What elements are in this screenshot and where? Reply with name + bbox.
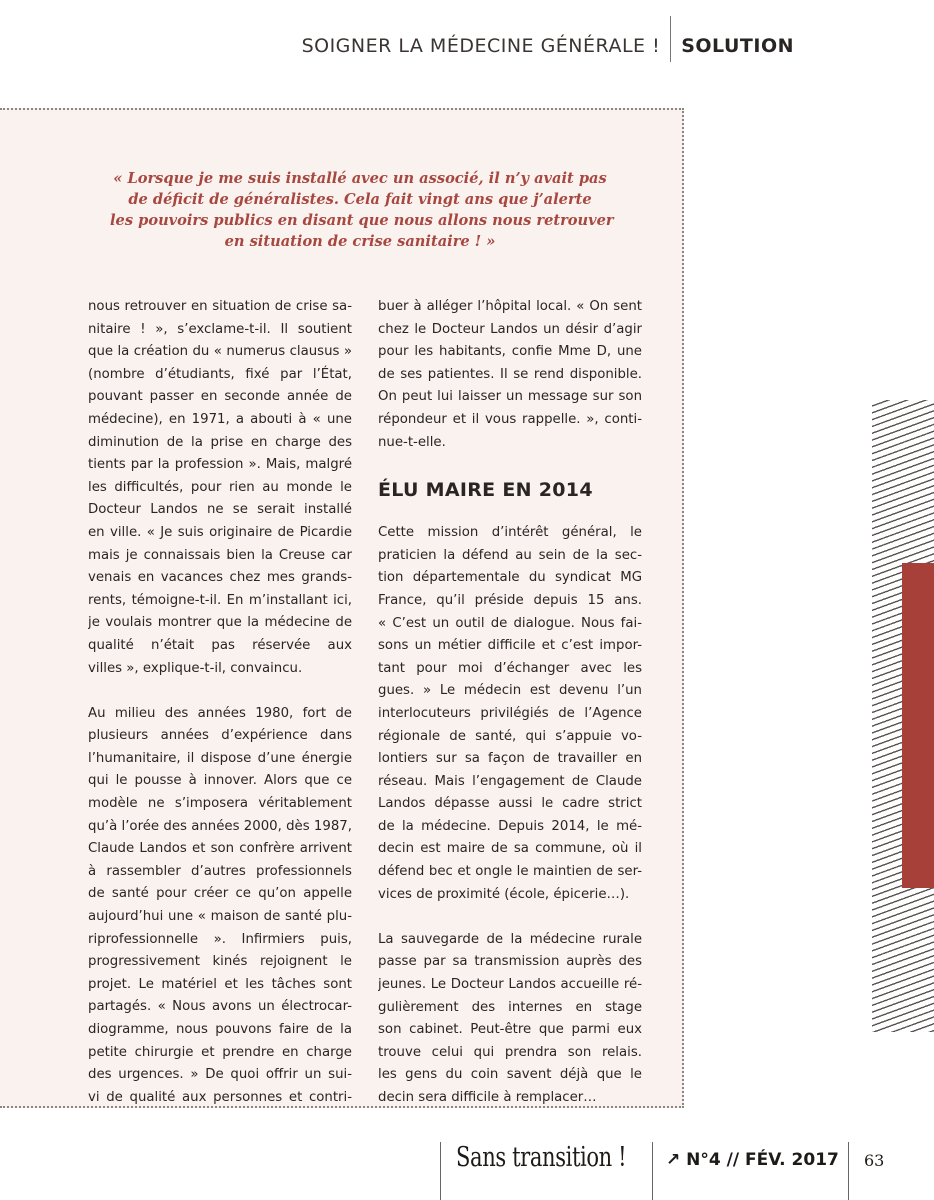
text-line: mais je connaissais bien la Creuse car <box>88 547 352 563</box>
text-line: « C’est un outil de dialogue. Nous fai- <box>378 615 642 631</box>
left-column <box>88 296 352 1109</box>
text-line: pour les habitants, confie Mme D, une <box>378 344 642 360</box>
text-line: aujourd’hui une « maison de santé plu- <box>88 909 352 925</box>
text-line: vices de proximité (école, épicerie…). <box>378 886 630 902</box>
text-line: decin est maire de sa commune, où il <box>378 841 642 857</box>
text-line: régionale de santé, qui s’appuie vo- <box>378 728 642 744</box>
text-line: défend bec et ongle le maintien de ser- <box>378 864 642 880</box>
footer-divider <box>848 1142 849 1200</box>
text-line: gues. » Le médecin est devenu l’un <box>378 683 642 699</box>
paragraph <box>88 703 352 1110</box>
text-line: nous retrouver en situation de crise sa- <box>88 299 352 314</box>
text-line: progressivement kinés rejoignent le <box>88 954 352 970</box>
paragraph <box>378 296 642 454</box>
text-line: Docteur Landos ne se serait installé <box>88 502 352 518</box>
text-line: France, qu’il préside depuis 15 ans. <box>378 592 642 608</box>
paragraph-gap <box>88 680 352 703</box>
issue-info <box>666 1150 839 1170</box>
header-section-label: SOLUTION <box>681 35 794 57</box>
magazine-logo: Sans transition ! <box>456 1142 627 1173</box>
text-line: de santé pour créer ce qu’on appelle <box>88 886 352 902</box>
text-line: lontiers sur sa façon de travailler en <box>378 751 642 767</box>
text-line: Landos dépasse aussi le cadre strict <box>378 796 642 812</box>
text-line: réseau. Mais l’engagement de Claude <box>378 773 642 789</box>
text-line: praticien la défend au sein de la sec- <box>378 547 642 563</box>
text-line: riprofessionnelle ». Infirmiers puis, <box>88 931 352 947</box>
text-line: rents, témoigne-t-il. En m’installant ici, <box>88 592 352 608</box>
text-line: jeunes. Le Docteur Landos accueille ré- <box>378 977 642 993</box>
text-line: Au milieu des années 1980, fort de <box>88 705 352 721</box>
text-line: partagés. « Nous avons un électrocar- <box>88 999 352 1015</box>
text-line: Claude Landos et son confrère arrivent <box>88 841 352 857</box>
article-panel <box>0 108 684 1108</box>
page-number: 63 <box>864 1151 885 1170</box>
text-line: buer à alléger l’hôpital local. « On sent <box>378 299 642 314</box>
footer-divider <box>652 1142 653 1200</box>
text-line: son cabinet. Peut-être que parmi eux <box>378 1022 642 1038</box>
text-line: nitaire ! », s’exclame-t-il. Il soutient <box>88 321 352 337</box>
paragraph-gap <box>378 906 642 929</box>
text-line: les gens du coin savent déjà que le <box>378 1067 642 1083</box>
text-line: que la création du « numerus clausus » <box>88 344 352 360</box>
text-line: projet. Le matériel et les tâches sont <box>88 976 352 992</box>
text-line: qu’à l’orée des années 2000, dès 1987, <box>88 818 352 834</box>
text-line: chez le Docteur Landos un désir d’agir <box>378 321 642 337</box>
text-line: de la médecine. Depuis 2014, le mé- <box>378 818 642 834</box>
text-line: venais en vacances chez mes grands- <box>88 570 352 586</box>
text-line: sons un métier difficile et c’est impor- <box>378 638 642 654</box>
paragraph <box>378 522 642 906</box>
text-line: médecine), en 1971, a abouti à « une <box>88 411 352 427</box>
text-line: tients par la profession ». Mais, malgré <box>88 457 352 473</box>
text-line: vi de qualité aux personnes et contri- <box>88 1089 352 1105</box>
footer-divider <box>440 1142 441 1200</box>
paragraph <box>88 296 352 680</box>
text-line: decin sera difficile à remplacer… <box>378 1090 597 1105</box>
text-line: (nombre d’étudiants, fixé par l’État, <box>88 366 352 382</box>
text-line: des urgences. » De quoi offrir un sui- <box>88 1067 352 1083</box>
pull-quote-line: de déficit de généralistes. Cela fait vingt ans que j’alerte <box>128 191 592 208</box>
text-line: passe par sa transmission auprès des <box>378 954 642 970</box>
text-line: tion départementale du syndicat MG <box>378 570 642 586</box>
text-line: à rassembler d’autres professionnels <box>88 863 352 879</box>
text-line: diminution de la prise en charge des <box>88 434 352 450</box>
pull-quote-line: en situation de crise sanitaire ! » <box>224 233 496 250</box>
text-line: La sauvegarde de la médecine rurale <box>378 931 642 947</box>
page-footer <box>440 1142 894 1200</box>
arrow-up-right-icon: ↗ <box>666 1150 681 1170</box>
right-column <box>378 296 642 1110</box>
issue-label: N°4 // FÉV. 2017 <box>686 1150 839 1170</box>
text-line: villes », explique-t-il, convaincu. <box>88 660 303 676</box>
text-line: plusieurs années d’expérience dans <box>88 728 352 744</box>
page-header <box>302 30 794 62</box>
pull-quote-line: les pouvoirs publics en disant que nous allons nous retrouver <box>110 212 614 229</box>
text-line: les difficultés, pour rien au monde le <box>88 479 352 495</box>
text-line: je voulais montrer que la médecine de <box>88 615 352 631</box>
text-line: modèle ne s’imposera véritablement <box>88 796 352 812</box>
text-line: trouve celui qui prendra son relais. <box>378 1044 642 1060</box>
text-line: On peut lui laisser un message sur son <box>378 389 642 405</box>
text-line: Cette mission d’intérêt général, le <box>378 525 642 541</box>
text-line: gulièrement des internes en stage <box>378 999 642 1015</box>
text-line: de ses patientes. Il se rend disponible. <box>378 366 642 382</box>
decorative-accent-bar <box>902 563 934 888</box>
text-line: pouvant passer en seconde année de <box>88 389 352 405</box>
pull-quote <box>110 168 614 252</box>
paragraph <box>378 929 642 1110</box>
text-line: interlocuteurs privilégiés de l’Agence <box>378 705 642 721</box>
text-line: nue-t-elle. <box>378 434 446 450</box>
text-line: tant pour moi d’échanger avec les <box>378 660 642 676</box>
text-line: l’humanitaire, il dispose d’une énergie <box>88 750 352 766</box>
text-line: qualité n’était pas réservée aux <box>88 637 352 653</box>
text-line: répondeur et il vous rappelle. », conti- <box>378 411 642 427</box>
text-line: diogramme, nous pouvons faire de la <box>88 1022 352 1037</box>
header-rubric: SOIGNER LA MÉDECINE GÉNÉRALE ! <box>301 35 661 57</box>
text-line: en ville. « Je suis originaire de Picardie <box>88 524 352 540</box>
pull-quote-line: « Lorsque je me suis installé avec un associé, il n’y avait pas <box>113 170 607 187</box>
section-heading: ÉLU MAIRE EN 2014 <box>378 479 593 502</box>
text-line: petite chirurgie et prendre en charge <box>88 1044 352 1060</box>
text-line: qui le pousse à innover. Alors que ce <box>88 773 352 789</box>
